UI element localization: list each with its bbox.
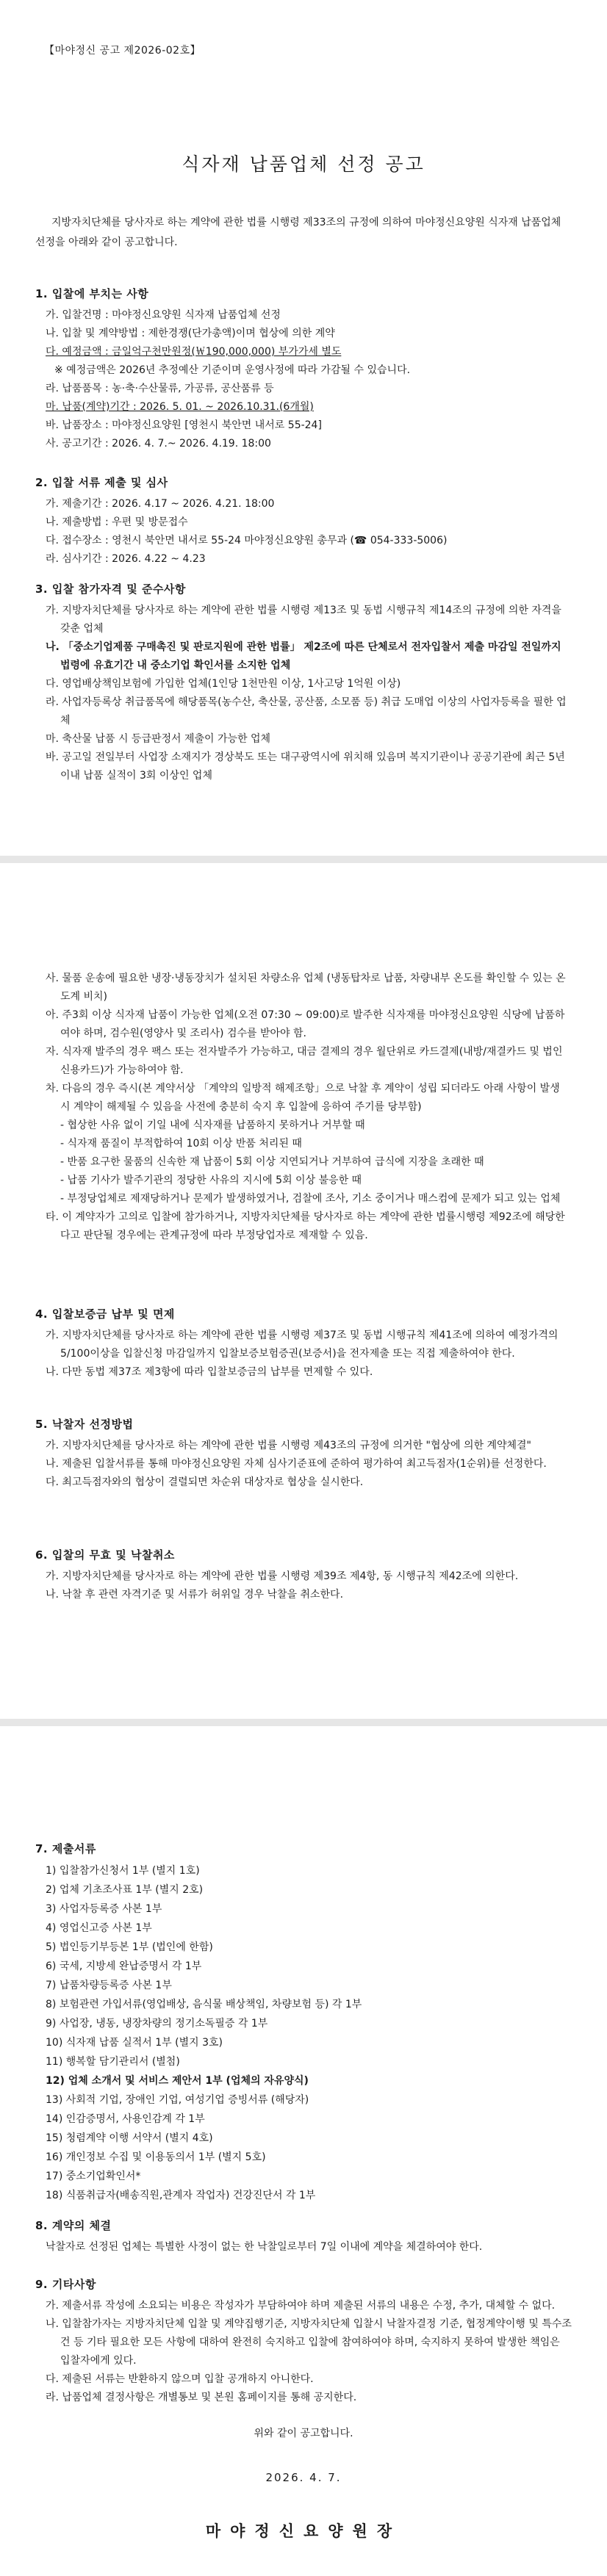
list-item: 15) 청렴계약 이행 서약서 (별지 4호) bbox=[46, 2132, 213, 2144]
s3-item: 다. 영업배상책임보험에 가입한 업체(1인당 1천만원 이상, 1사고당 1억원 이상) bbox=[46, 678, 401, 690]
section-6-heading: 6. 입찰의 무효 및 낙찰취소 bbox=[35, 1548, 175, 1562]
section-4 bbox=[35, 1305, 572, 1382]
section-9 bbox=[35, 2276, 572, 2407]
list-item: 13) 사회적 기업, 장애인 기업, 여성기업 증빙서류 (해당자) bbox=[46, 2094, 309, 2106]
s9-item: 나. 입찰참가자는 지방자치단체 입찰 및 계약집행기준, 지방자치단체 입찰시 낙찰자결정 기준, 협정계약이행 및 특수조건 등 기타 필요한 모든 사항에 대하여 완전히 숙지하고 입찰에 참여하여야 하며, 숙지하지 못하여 발생한 책임은 입찰자에게 있다. bbox=[46, 2318, 572, 2367]
closing-statement: 위와 같이 공고합니다. bbox=[254, 2428, 353, 2439]
list-item: 2) 업체 기초조사표 1부 (별지 2호) bbox=[46, 1884, 204, 1896]
section-7 bbox=[35, 1840, 572, 2205]
list-item: 14) 인감증명서, 사용인감계 각 1부 bbox=[46, 2113, 205, 2125]
section-5 bbox=[35, 1415, 572, 1492]
issue-date: 2026. 4. 7. bbox=[265, 2471, 342, 2484]
section-8 bbox=[35, 2217, 572, 2256]
notice-number: 【마야정신 공고 제2026-02호】 bbox=[44, 45, 201, 57]
list-item: 3) 사업자등록증 사본 1부 bbox=[46, 1903, 162, 1915]
section-3-continued bbox=[35, 970, 572, 1245]
list-item: 17) 중소기업확인서* bbox=[46, 2171, 141, 2182]
s3-item: 마. 축산물 납품 시 등급판정서 제출이 가능한 업체 bbox=[46, 733, 271, 745]
section-2-heading: 2. 입찰 서류 제출 및 심사 bbox=[35, 476, 168, 489]
s2-item: 나. 제출방법 : 우편 및 방문접수 bbox=[46, 516, 188, 528]
s3-item: 바. 공고일 전일부터 사업장 소재지가 경상북도 또는 대구광역시에 위치해 있음며 복지기관이나 공공기관에 최근 5년이내 납품 실적이 3회 이상인 업체 bbox=[46, 751, 565, 782]
list-item: 9) 사업장, 냉동, 냉장차량의 정기소독필증 각 1부 bbox=[46, 2018, 268, 2030]
list-item: 6) 국세, 지방세 완납증명서 각 1부 bbox=[46, 1960, 202, 1972]
page-separator bbox=[0, 1719, 607, 1726]
s2-item: 다. 접수장소 : 영천시 북안면 내서로 55-24 마야정신요양원 총무과 (☎ 054-333-5006) bbox=[46, 535, 448, 546]
s1-item: 사. 공고기간 : 2026. 4. 7.~ 2026. 4.19. 18:00 bbox=[46, 438, 271, 450]
s3-item: 라. 사업자등록상 취급품목에 해당품목(농수산, 축산물, 공산품, 소모품 등) 취급 도매업 이상의 사업자등록을 필한 업체 bbox=[46, 696, 567, 726]
s9-item: 다. 제출된 서류는 반환하지 않으며 입찰 공개하지 아니한다. bbox=[46, 2373, 314, 2385]
s3-cha-sub: - 반품 요구한 물품의 신속한 재 납품이 5회 이상 지연되거나 거부하여 급식에 지장을 초래한 때 bbox=[60, 1156, 484, 1168]
s1-item-price: 다. 예정금액 : 금일억구천만원정(￦190,000,000) 부가가세 별도 bbox=[46, 346, 342, 358]
s2-item: 라. 심사기간 : 2026. 4.22 ~ 4.23 bbox=[46, 553, 206, 565]
s3-item-sme: 나. 「중소기업제품 구매촉진 및 판로지원에 관한 법률」 제2조에 따른 단체로서 전자입찰서 제출 마감일 전일까지 법령에 유효기간 내 중소기업 확인서를 소지한 업체 bbox=[46, 641, 561, 671]
s3-item: 가. 지방자치단체를 당사자로 하는 계약에 관한 법률 시행령 제13조 및 동법 시행규칙 제14조의 규정에 의한 자격을 갖춘 업체 bbox=[46, 605, 561, 635]
s3-item: 차. 다음의 경우 즉시(본 계약서상 「계약의 일방적 해제조항」으로 낙찰 후 계약이 성립 되더라도 아래 사항이 발생 시 계약이 해제될 수 있음을 사전에 충분히 숙지 후 입찰에 응하여 주기를 당부함) bbox=[46, 1083, 560, 1113]
list-item: 1) 입찰참가신청서 1부 (별지 1호) bbox=[46, 1865, 200, 1877]
s1-note: ※ 예정금액은 2026년 추정예산 기준이며 운영사정에 따라 가감될 수 있습니다. bbox=[54, 364, 411, 376]
s4-item: 나. 다만 동법 제37조 제3항에 따라 입찰보증금의 납부를 면제할 수 있다. bbox=[46, 1366, 373, 1378]
s3-item: 자. 식자재 발주의 경우 팩스 또는 전자발주가 가능하고, 대금 결제의 경우 월단위로 카드결제(내방/재결카드 및 법인 신용카드)가 가능하여야 함. bbox=[46, 1046, 563, 1076]
list-item: 18) 식품취급자(배송직원,관계자 작업자) 건강진단서 각 1부 bbox=[46, 2190, 316, 2201]
section-3-heading: 3. 입찰 참가자격 및 준수사항 bbox=[35, 582, 186, 596]
page-title: 식자재 납품업체 선정 공고 bbox=[182, 154, 425, 175]
s9-item: 가. 제출서류 작성에 소요되는 비용은 작성자가 부담하여야 하며 제출된 서류의 내용은 수정, 추가, 대체할 수 없다. bbox=[46, 2300, 556, 2312]
s9-item: 라. 납품업체 결정사항은 개별통보 및 본원 홈페이지를 통해 공지한다. bbox=[46, 2392, 357, 2403]
section-3 bbox=[35, 580, 572, 785]
page-separator bbox=[0, 856, 607, 863]
list-item: 5) 법인등기부등본 1부 (법인에 한함) bbox=[46, 1941, 213, 1953]
s5-item: 가. 지방자치단체를 당사자로 하는 계약에 관한 법률 시행령 제43조의 규정에 의거한 "협상에 의한 계약체결" bbox=[46, 1440, 532, 1451]
list-item: 16) 개인정보 수집 및 이용동의서 1부 (별지 5호) bbox=[46, 2151, 266, 2163]
s1-item: 바. 납품장소 : 마야정신요양원 [영천시 북안면 내서로 55-24] bbox=[46, 419, 322, 431]
section-5-heading: 5. 낙찰자 선정방법 bbox=[35, 1418, 134, 1431]
section-1-heading: 1. 입찰에 부치는 사항 bbox=[35, 287, 149, 300]
page-2 bbox=[0, 863, 607, 1719]
issuer-signature: 마야정신요양원장 bbox=[205, 2522, 402, 2540]
section-8-heading: 8. 계약의 체결 bbox=[35, 2219, 112, 2232]
section-7-heading: 7. 제출서류 bbox=[35, 1842, 96, 1855]
page-3 bbox=[0, 1726, 607, 2576]
list-item: 8) 보험관련 가입서류(영업배상, 음식물 배상책임, 차량보험 등) 각 1부 bbox=[46, 1999, 362, 2010]
submission-list bbox=[46, 1861, 572, 2205]
list-item: 10) 식자재 납품 실적서 1부 (별지 3호) bbox=[46, 2037, 223, 2049]
section-1 bbox=[35, 285, 572, 453]
section-9-heading: 9. 기타사항 bbox=[35, 2278, 96, 2291]
s8-text: 낙찰자로 선정된 업체는 특별한 사정이 없는 한 낙찰일로부터 7일 이내에 계약을 체결하여야 한다. bbox=[46, 2241, 483, 2253]
s5-item: 나. 제출된 입찰서류를 통해 마야정신요양원 자체 심사기준표에 준하여 평가하여 최고득점자(1순위)를 선정한다. bbox=[46, 1458, 547, 1470]
list-item: 4) 영업신고증 사본 1부 bbox=[46, 1922, 152, 1934]
section-2 bbox=[35, 474, 572, 569]
s3-item: 타. 이 계약자가 고의로 입찰에 참가하거나, 지방자치단체를 당사자로 하는 계약에 관한 법률시행령 제92조에 해당한다고 판단될 경우에는 관계규정에 따라 부정당업자로 제재할 수 있음. bbox=[46, 1211, 565, 1241]
s3-cha-sub: - 협상한 사유 없이 기일 내에 식자재를 납품하지 못하거나 거부할 때 bbox=[60, 1119, 365, 1131]
s6-item: 나. 낙찰 후 관련 자격기준 및 서류가 허위일 경우 낙찰을 취소한다. bbox=[46, 1589, 344, 1601]
s1-item: 가. 입찰건명 : 마야정신요양원 식자재 납품업체 선정 bbox=[46, 309, 281, 321]
s4-item: 가. 지방자치단체를 당사자로 하는 계약에 관한 법률 시행령 제37조 및 동법 시행규칙 제41조에 의하여 예정가격의 5/100이상을 입찰신청 마감일까지 입찰보증보험증권(보증서)을 전자제출 또는 직접 제출하여야 한다. bbox=[46, 1330, 558, 1360]
s2-item: 가. 제출기간 : 2026. 4.17 ~ 2026. 4.21. 18:00 bbox=[46, 498, 275, 510]
list-item: 7) 납품차량등록증 사본 1부 bbox=[46, 1980, 172, 1991]
s3-item: 사. 물품 운송에 필요한 냉장·냉동장치가 설치된 차량소유 업체 (냉동탑차로 납품, 차량내부 온도를 확인할 수 있는 온도계 비치) bbox=[46, 973, 566, 1003]
page-1 bbox=[0, 0, 607, 856]
s1-item: 라. 납품품목 : 농·축·수산물류, 가공류, 공산품류 등 bbox=[46, 383, 274, 394]
section-6 bbox=[35, 1546, 572, 1604]
s1-item-period: 마. 납품(계약)기간 : 2026. 5. 01. ~ 2026.10.31.(6개월) bbox=[46, 401, 314, 413]
s3-cha-sub: - 부정당업체로 제재당하거나 문제가 발생하였거나, 검찰에 조사, 기소 중이거나 매스컴에 문제가 되고 있는 업체 bbox=[60, 1193, 561, 1205]
s3-cha-sub: - 납품 기사가 발주기관의 정당한 사유의 지시에 5회 이상 불응한 때 bbox=[60, 1175, 362, 1186]
s6-item: 가. 지방자치단체를 당사자로 하는 계약에 관한 법률 시행령 제39조 제4항, 동 시행규칙 제42조에 의한다. bbox=[46, 1570, 519, 1582]
section-4-heading: 4. 입찰보증금 납부 및 면제 bbox=[35, 1307, 175, 1321]
s3-cha-sub: - 식자재 품질이 부적합하여 10회 이상 반품 처리된 때 bbox=[60, 1138, 302, 1150]
s5-item: 다. 최고득점자와의 협상이 결렬되면 차순위 대상자로 협상을 실시한다. bbox=[46, 1476, 364, 1488]
list-item: 12) 업체 소개서 및 서비스 제안서 1부 (업체의 자유양식) bbox=[46, 2075, 309, 2087]
list-item: 11) 행복할 담기관리서 (별첨) bbox=[46, 2056, 180, 2068]
s3-item: 아. 주3회 이상 식자재 납품이 가능한 업체(오전 07:30 ~ 09:00)로 발주한 식자재를 마야정신요양원 식당에 납품하여야 하며, 검수원(영양사 및 조리사) 검수를 받아야 함. bbox=[46, 1009, 565, 1039]
s1-item: 나. 입찰 및 계약방법 : 제한경쟁(단가총액)이며 협상에 의한 계약 bbox=[46, 328, 335, 339]
intro-paragraph: 지방자치단체를 당사자로 하는 계약에 관한 법률 시행령 제33조의 규정에 의하여 마야정신요양원 식자재 납품업체 선정을 아래와 같이 공고합니다. bbox=[35, 217, 561, 248]
